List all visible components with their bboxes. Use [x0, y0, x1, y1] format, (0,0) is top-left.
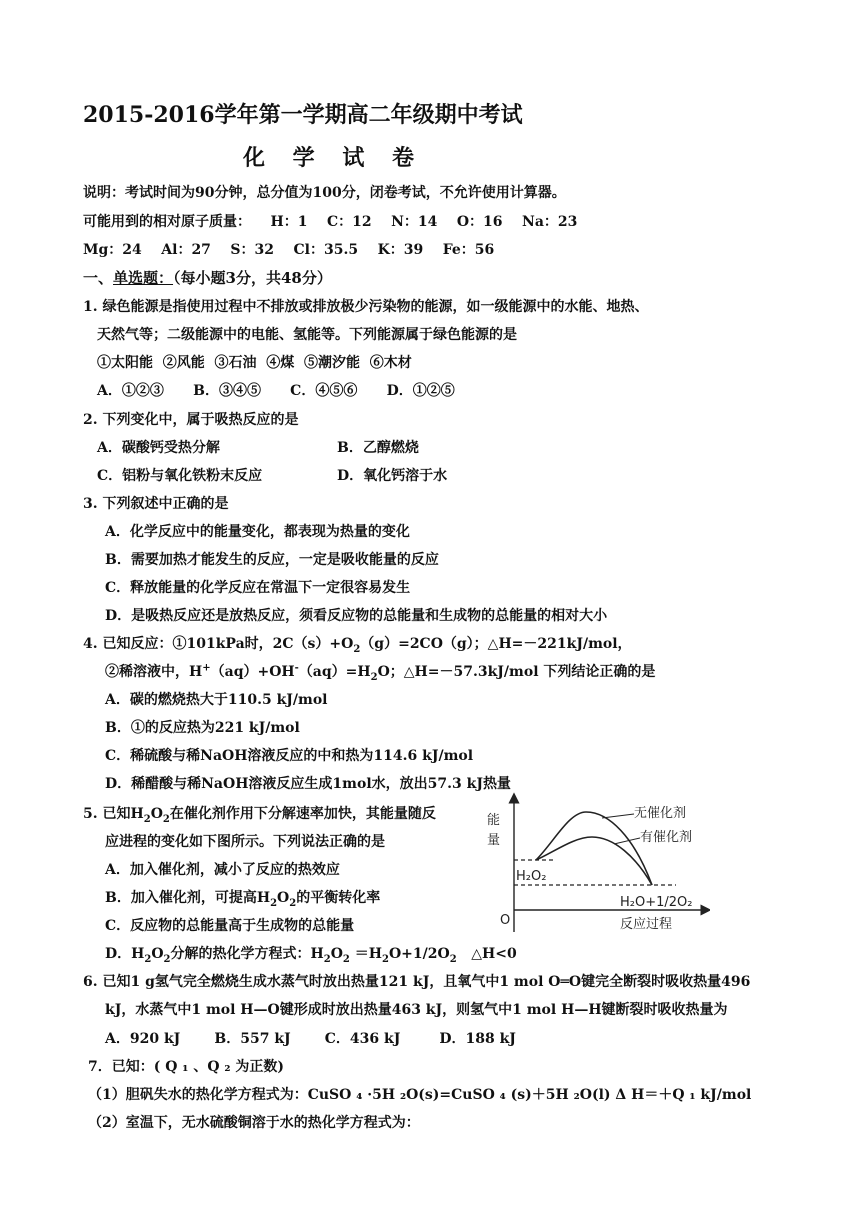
- q6-options: A．920 kJ B．557 kJ C．436 kJ D．188 kJ: [105, 1031, 516, 1047]
- q4-l2-sup2: -: [294, 662, 299, 674]
- q5-l1-sub: 2: [143, 813, 151, 825]
- q1-line-1: 1. 绿色能源是指使用过程中不排放或排放极少污染物的能源，如一级能源中的水能、地热、: [83, 299, 649, 315]
- label-with-catalyst: 有催化剂: [640, 830, 693, 845]
- curve-with-catalyst: [536, 837, 652, 885]
- curve-no-catalyst: [536, 812, 652, 885]
- q6-line-1: 6. 已知1 g氢气完全燃烧生成水蒸气时放出热量121 kJ，且氧气中1 mol O═O键完全断裂时吸收热量496: [83, 974, 751, 990]
- label-no-catalyst: 无催化剂: [634, 806, 687, 821]
- q2-option-b: B．乙醇燃烧: [337, 440, 419, 456]
- q5-b-sub2: 2: [289, 897, 297, 909]
- q3-option-a: A．化学反应中的能量变化，都表现为热量的变化: [105, 524, 410, 540]
- section-prefix: 一、: [83, 269, 114, 287]
- q5-b-c: 的平衡转化率: [296, 890, 381, 906]
- q5-b-sub: 2: [270, 897, 278, 909]
- q5-l1-a: 5. 已知H: [83, 806, 144, 822]
- q4-l2-a: ②稀溶液中，H: [105, 664, 203, 680]
- q4-l2-sub: 2: [370, 671, 378, 683]
- label-reactant: H₂O₂: [516, 869, 547, 884]
- q5-d-sub4: 2: [342, 953, 350, 965]
- q5-d-a: D．H: [105, 946, 145, 962]
- origin-label: O: [500, 913, 511, 928]
- q2-option-d: D．氧化钙溶于水: [337, 468, 448, 484]
- q4-l2-d: O；△H=－57.3kJ/mol 下列结论正确的是: [377, 664, 656, 680]
- q4-option-b: B．①的反应热为221 kJ/mol: [105, 720, 300, 736]
- q2-option-c: C．铝粉与氧化铁粉末反应: [97, 468, 263, 484]
- q5-option-a: A．加入催化剂，减小了反应的热效应: [105, 862, 340, 878]
- q5-d-g: △H<0: [456, 946, 517, 962]
- y-axis-label-1: 能: [487, 813, 501, 828]
- exam-subtitle: 化 学 试 卷: [243, 145, 424, 171]
- q5-d-e: ＝H: [349, 946, 382, 962]
- q5-d-sub5: 2: [382, 953, 389, 965]
- atomic-masses-line-1: 可能用到的相对原子质量： H：1 C：12 N：14 O：16 Na：23: [83, 214, 578, 230]
- q5-l1-b: O: [150, 806, 163, 822]
- q2-stem: 2. 下列变化中，属于吸热反应的是: [83, 412, 299, 428]
- q7-line-1: （1）胆矾失水的热化学方程式为：CuSO ₄ ·5H ₂O(s)=CuSO ₄ (s)＋5H ₂O(l) Δ H＝＋Q ₁ kJ/mol: [88, 1087, 752, 1103]
- q7-stem: 7．已知：( Q ₁ 、Q ₂ 为正数): [88, 1059, 285, 1075]
- q4-option-c: C．稀硫酸与稀NaOH溶液反应的中和热为114.6 kJ/mol: [105, 748, 474, 764]
- q1-line-3: ①太阳能 ②风能 ③石油 ④煤 ⑤潮汐能 ⑥木材: [97, 355, 412, 371]
- q7-line-2: （2）室温下，无水硫酸铜溶于水的热化学方程式为：: [88, 1115, 420, 1131]
- q4-l1-sub: 2: [353, 643, 361, 655]
- atomic-masses-line-2: Mg：24 Al：27 S：32 Cl：35.5 K：39 Fe：56: [83, 242, 495, 258]
- q5-option-d: [105, 944, 517, 964]
- q5-option-c: C．反应物的总能量高于生成物的总能量: [105, 918, 355, 934]
- q5-line-2: 应进程的变化如下图所示。下列说法正确的是: [105, 834, 385, 850]
- q3-option-c: C．释放能量的化学反应在常温下一定很容易发生: [105, 580, 411, 596]
- q5-d-sub6: 2: [449, 953, 457, 965]
- q5-l1-c: 在催化剂作用下分解速率加快，其能量随反: [169, 806, 436, 822]
- exam-title: 2015-2016学年第一学期高二年级期中考试: [83, 102, 523, 128]
- section-points: （每小题3分，共48分）: [173, 269, 332, 287]
- q4-option-d: D．稀醋酸与稀NaOH溶液反应生成1mol水，放出57.3 kJ热量: [105, 776, 511, 792]
- q4-l2-c: （aq）=H: [298, 664, 371, 680]
- q5-d-f: O+1/2O: [388, 946, 450, 962]
- q5-d-b: O: [151, 946, 164, 962]
- q1-line-2: 天然气等；二级能源中的电能、氢能等。下列能源属于绿色能源的是: [97, 327, 517, 343]
- q4-line-2: [105, 662, 655, 682]
- q5-b-a: B．加入催化剂，可提高H: [105, 890, 271, 906]
- q3-option-d: D．是吸热反应还是放热反应，须看反应物的总能量和生成物的总能量的相对大小: [105, 608, 608, 624]
- q3-option-b: B．需要加热才能发生的反应，一定是吸收能量的反应: [105, 552, 439, 568]
- q4-l2-b: （aq）+OH: [210, 664, 295, 680]
- label-product: H₂O+1/2O₂: [620, 895, 693, 910]
- q5-d-sub3: 2: [323, 953, 331, 965]
- q1-options: A．①②③ B．③④⑤ C．④⑤⑥ D．①②⑤: [97, 383, 455, 399]
- y-axis-label-2: 量: [487, 833, 501, 848]
- energy-diagram: [474, 792, 710, 942]
- q5-option-b: [105, 888, 380, 908]
- q5-b-b: O: [277, 890, 290, 906]
- leader-line-no-catalyst: [602, 814, 634, 818]
- q3-stem: 3. 下列叙述中正确的是: [83, 496, 229, 512]
- q5-d-sub2: 2: [163, 953, 171, 965]
- section-heading: [83, 268, 332, 288]
- exam-note: 说明：考试时间为90分钟，总分值为100分，闭卷考试，不允许使用计算器。: [83, 185, 566, 201]
- q4-l2-sup1: +: [202, 662, 211, 674]
- q4-line-1: [83, 634, 632, 654]
- x-axis-label: 反应过程: [620, 917, 673, 932]
- q6-line-2: kJ，水蒸气中1 mol H—O键形成时放出热量463 kJ，则氢气中1 mol H—H键断裂时吸收热量为: [105, 1002, 728, 1018]
- q4-option-a: A．碳的燃烧热大于110.5 kJ/mol: [105, 692, 328, 708]
- q2-option-a: A．碳酸钙受热分解: [97, 440, 220, 456]
- q5-d-c: 分解的热化学方程式：H: [170, 946, 324, 962]
- q5-d-sub: 2: [144, 953, 152, 965]
- q5-l1-sub2: 2: [162, 813, 170, 825]
- q4-l1-a: 4. 已知反应：①101kPa时，2C（s）+O: [83, 636, 354, 652]
- q4-l1-b: （g）=2CO（g）；△H=－221kJ/mol，: [360, 636, 632, 652]
- section-name: 单选题：: [113, 269, 174, 287]
- q5-line-1: [83, 804, 436, 824]
- q5-d-d: O: [330, 946, 343, 962]
